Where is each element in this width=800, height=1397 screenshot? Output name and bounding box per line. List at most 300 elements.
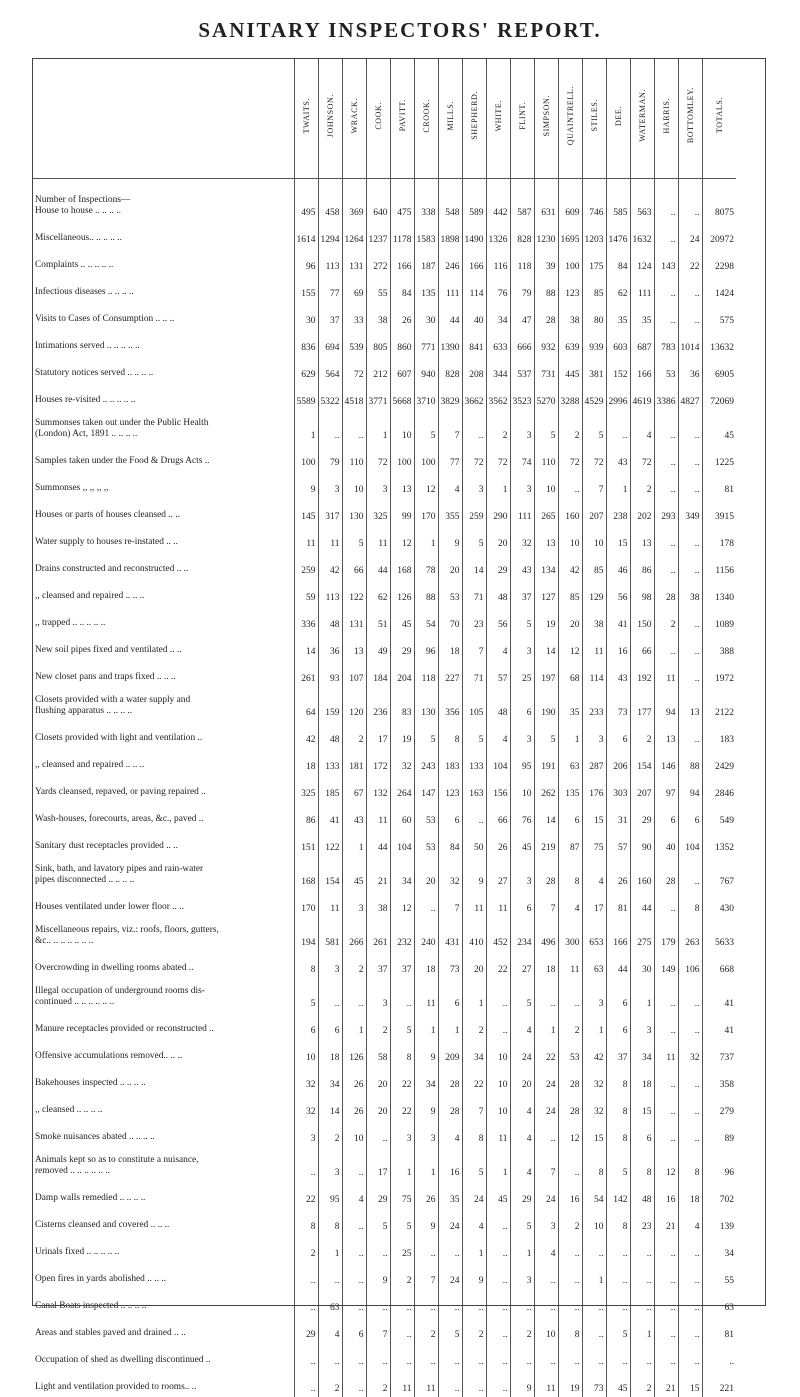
value-cell: 204 xyxy=(390,660,414,687)
value-cell: 12 xyxy=(390,890,414,917)
value-cell: 22 xyxy=(390,1093,414,1120)
value-cell: 9 xyxy=(414,1093,438,1120)
value-cell: 53 xyxy=(414,802,438,829)
value-cell: 828 xyxy=(438,356,462,383)
row-label: Drains constructed and reconstructed .. .. xyxy=(35,564,189,575)
value-cell: .. xyxy=(414,1235,438,1262)
value-cell: 3 xyxy=(534,1208,558,1235)
value-cell: 151 xyxy=(294,829,318,856)
value-cell: 1294 xyxy=(318,221,342,248)
value-cell: 836 xyxy=(294,329,318,356)
value-cell: 12 xyxy=(414,471,438,498)
value-cell: .. xyxy=(534,1262,558,1289)
value-cell: 5 xyxy=(606,1316,630,1343)
value-cell: .. xyxy=(654,1316,678,1343)
value-cell: .. xyxy=(678,660,702,687)
value-cell: 1476 xyxy=(606,221,630,248)
value-cell: 3 xyxy=(294,1120,318,1147)
value-cell: 16 xyxy=(606,633,630,660)
column-header xyxy=(462,58,486,179)
value-cell: 36 xyxy=(318,633,342,660)
value-cell: 62 xyxy=(366,579,390,606)
value-cell: 3 xyxy=(630,1012,654,1039)
total-cell: 72069 xyxy=(702,383,736,410)
value-cell: .. xyxy=(678,525,702,552)
value-cell: 6 xyxy=(630,1120,654,1147)
value-cell: .. xyxy=(678,1316,702,1343)
value-cell: 5322 xyxy=(318,383,342,410)
value-cell: 86 xyxy=(630,552,654,579)
value-cell: 2 xyxy=(486,410,510,444)
value-cell: .. xyxy=(462,1343,486,1370)
value-cell: 1490 xyxy=(462,221,486,248)
total-cell: 81 xyxy=(702,1316,736,1343)
value-cell: 75 xyxy=(390,1181,414,1208)
value-cell: 240 xyxy=(414,917,438,951)
value-cell: 84 xyxy=(390,275,414,302)
column-header xyxy=(366,58,390,179)
column-header xyxy=(294,58,318,179)
value-cell: 26 xyxy=(606,856,630,890)
value-cell: 86 xyxy=(294,802,318,829)
table-row xyxy=(32,951,736,978)
value-cell: 11 xyxy=(414,978,438,1012)
value-cell: 28 xyxy=(534,856,558,890)
value-cell: 37 xyxy=(366,951,390,978)
table-header-row xyxy=(32,58,736,179)
value-cell: 100 xyxy=(558,248,582,275)
value-cell: 18 xyxy=(678,1181,702,1208)
value-cell: 587 xyxy=(510,187,534,221)
value-cell: 42 xyxy=(294,721,318,748)
table-row xyxy=(32,356,736,383)
value-cell: .. xyxy=(678,1235,702,1262)
value-cell: .. xyxy=(678,1012,702,1039)
value-cell: 15 xyxy=(678,1370,702,1397)
row-label: Statutory notices served .. .. .. .. xyxy=(35,368,154,379)
value-cell: .. xyxy=(654,1262,678,1289)
value-cell: 6 xyxy=(438,802,462,829)
value-cell: 63 xyxy=(558,748,582,775)
value-cell: 290 xyxy=(486,498,510,525)
value-cell: 106 xyxy=(678,951,702,978)
value-cell: 72 xyxy=(558,444,582,471)
value-cell: 10 xyxy=(582,1208,606,1235)
value-cell: 21 xyxy=(366,856,390,890)
value-cell: 15 xyxy=(630,1093,654,1120)
value-cell: 564 xyxy=(318,356,342,383)
value-cell: 246 xyxy=(438,248,462,275)
table-row xyxy=(32,552,736,579)
value-cell: 58 xyxy=(366,1039,390,1066)
value-cell: .. xyxy=(342,1262,366,1289)
value-cell: 185 xyxy=(318,775,342,802)
value-cell: 8 xyxy=(678,890,702,917)
value-cell: 1 xyxy=(414,1012,438,1039)
value-cell: 79 xyxy=(510,275,534,302)
total-cell: 1352 xyxy=(702,829,736,856)
value-cell: 11 xyxy=(366,525,390,552)
total-cell: 737 xyxy=(702,1039,736,1066)
value-cell: 43 xyxy=(510,552,534,579)
value-cell: 5 xyxy=(366,1208,390,1235)
value-cell: 25 xyxy=(510,660,534,687)
value-cell: 35 xyxy=(558,687,582,721)
row-label: Wash-houses, forecourts, areas, &c., paved .. xyxy=(35,814,204,825)
value-cell: 841 xyxy=(462,329,486,356)
value-cell: 38 xyxy=(582,606,606,633)
value-cell: 1203 xyxy=(582,221,606,248)
value-cell: 28 xyxy=(534,302,558,329)
value-cell: 55 xyxy=(366,275,390,302)
value-cell: 338 xyxy=(414,187,438,221)
value-cell: 107 xyxy=(342,660,366,687)
value-cell: .. xyxy=(654,221,678,248)
value-cell: 126 xyxy=(390,579,414,606)
value-cell: 4 xyxy=(438,471,462,498)
value-cell: 2 xyxy=(318,1370,342,1397)
value-cell: 1 xyxy=(366,410,390,444)
value-cell: 99 xyxy=(390,498,414,525)
value-cell: 113 xyxy=(318,248,342,275)
value-cell: .. xyxy=(678,471,702,498)
value-cell: 4 xyxy=(510,1147,534,1181)
value-cell: .. xyxy=(558,471,582,498)
row-label: ,, trapped .. .. .. .. .. xyxy=(35,618,106,629)
value-cell: 183 xyxy=(438,748,462,775)
value-cell: .. xyxy=(582,1343,606,1370)
row-label: Overcrowding in dwelling rooms abated .. xyxy=(35,963,194,974)
value-cell: .. xyxy=(678,410,702,444)
table-row xyxy=(32,471,736,498)
header-blank xyxy=(32,58,294,179)
value-cell: 5 xyxy=(414,721,438,748)
value-cell: 32 xyxy=(678,1039,702,1066)
value-cell: 2 xyxy=(630,1370,654,1397)
value-cell: 495 xyxy=(294,187,318,221)
column-header-label: STILES. xyxy=(589,99,599,132)
value-cell: 28 xyxy=(438,1093,462,1120)
column-header xyxy=(390,58,414,179)
column-header xyxy=(342,58,366,179)
value-cell: 170 xyxy=(294,890,318,917)
value-cell: 3 xyxy=(510,410,534,444)
value-cell: .. xyxy=(630,1289,654,1316)
value-cell: 8 xyxy=(558,1316,582,1343)
value-cell: 24 xyxy=(534,1181,558,1208)
value-cell: 95 xyxy=(318,1181,342,1208)
value-cell: 3386 xyxy=(654,383,678,410)
value-cell: 3 xyxy=(414,1120,438,1147)
total-cell: 1340 xyxy=(702,579,736,606)
value-cell: 53 xyxy=(558,1039,582,1066)
table-row xyxy=(32,917,736,951)
total-cell: 2122 xyxy=(702,687,736,721)
value-cell: 6 xyxy=(654,802,678,829)
value-cell: 15 xyxy=(582,1120,606,1147)
value-cell: 95 xyxy=(510,748,534,775)
table-row xyxy=(32,275,736,302)
value-cell: .. xyxy=(558,978,582,1012)
value-cell: 10 xyxy=(558,525,582,552)
total-cell: 430 xyxy=(702,890,736,917)
value-cell: 34 xyxy=(462,1039,486,1066)
value-cell: 539 xyxy=(342,329,366,356)
value-cell: 74 xyxy=(510,444,534,471)
value-cell: 118 xyxy=(414,660,438,687)
value-cell: 212 xyxy=(366,356,390,383)
value-cell: 1 xyxy=(486,1147,510,1181)
value-cell: 78 xyxy=(414,552,438,579)
value-cell: .. xyxy=(678,275,702,302)
value-cell: 190 xyxy=(534,687,558,721)
value-cell: 57 xyxy=(606,829,630,856)
value-cell: .. xyxy=(654,444,678,471)
value-cell: 10 xyxy=(342,1120,366,1147)
value-cell: 5 xyxy=(534,721,558,748)
value-cell: 5 xyxy=(390,1012,414,1039)
value-cell: 8 xyxy=(678,1147,702,1181)
value-cell: 1264 xyxy=(342,221,366,248)
value-cell: .. xyxy=(294,1370,318,1397)
value-cell: 2 xyxy=(462,1316,486,1343)
value-cell: .. xyxy=(630,1262,654,1289)
value-cell: .. xyxy=(342,1343,366,1370)
value-cell: 85 xyxy=(558,579,582,606)
total-cell: 388 xyxy=(702,633,736,660)
value-cell: 11 xyxy=(462,890,486,917)
value-cell: 20 xyxy=(486,525,510,552)
value-cell: 187 xyxy=(414,248,438,275)
value-cell: 53 xyxy=(438,579,462,606)
total-cell: 358 xyxy=(702,1066,736,1093)
column-header-label: WATERMAN. xyxy=(637,89,647,142)
row-label: ,, cleansed and repaired .. .. .. xyxy=(35,591,145,602)
table-row xyxy=(32,1181,736,1208)
table-row xyxy=(32,302,736,329)
value-cell: 18 xyxy=(318,1039,342,1066)
value-cell: 1237 xyxy=(366,221,390,248)
value-cell: 17 xyxy=(582,890,606,917)
table-row xyxy=(32,525,736,552)
value-cell: .. xyxy=(390,1316,414,1343)
value-cell: 70 xyxy=(438,606,462,633)
value-cell: 66 xyxy=(342,552,366,579)
value-cell: 155 xyxy=(294,275,318,302)
page-title: SANITARY INSPECTORS' REPORT. xyxy=(198,18,602,42)
value-cell: 5 xyxy=(606,1147,630,1181)
value-cell: 603 xyxy=(606,329,630,356)
value-cell: 208 xyxy=(462,356,486,383)
value-cell: 259 xyxy=(462,498,486,525)
value-cell: 1 xyxy=(414,525,438,552)
value-cell: 35 xyxy=(438,1181,462,1208)
value-cell: 76 xyxy=(486,275,510,302)
value-cell: 48 xyxy=(630,1181,654,1208)
value-cell: 13 xyxy=(390,471,414,498)
value-cell: 3 xyxy=(318,471,342,498)
row-label: Intimations served .. .. .. .. .. xyxy=(35,341,140,352)
value-cell: 18 xyxy=(534,951,558,978)
value-cell: 73 xyxy=(606,687,630,721)
value-cell: 87 xyxy=(558,829,582,856)
value-cell: .. xyxy=(342,1147,366,1181)
value-cell: 42 xyxy=(558,552,582,579)
value-cell: 2 xyxy=(342,721,366,748)
value-cell: 771 xyxy=(414,329,438,356)
value-cell: .. xyxy=(534,1120,558,1147)
value-cell: .. xyxy=(654,633,678,660)
value-cell: 9 xyxy=(366,1262,390,1289)
value-cell: 93 xyxy=(318,660,342,687)
value-cell: 6 xyxy=(510,687,534,721)
value-cell: 264 xyxy=(390,775,414,802)
value-cell: 30 xyxy=(414,302,438,329)
row-label: Cisterns cleansed and covered .. .. .. xyxy=(35,1220,170,1231)
value-cell: 9 xyxy=(438,525,462,552)
value-cell: .. xyxy=(654,1289,678,1316)
value-cell: 76 xyxy=(510,802,534,829)
row-label: Smoke nuisances abated .. .. .. .. xyxy=(35,1132,155,1143)
row-label: Summonses ,, ,, ,, ,, xyxy=(35,483,109,494)
value-cell: 184 xyxy=(366,660,390,687)
value-cell: 13 xyxy=(534,525,558,552)
value-cell: 266 xyxy=(342,917,366,951)
value-cell: 166 xyxy=(390,248,414,275)
value-cell: 105 xyxy=(462,687,486,721)
value-cell: 431 xyxy=(438,917,462,951)
value-cell: .. xyxy=(486,1289,510,1316)
value-cell: 5 xyxy=(510,606,534,633)
value-cell: .. xyxy=(390,1289,414,1316)
value-cell: .. xyxy=(654,1120,678,1147)
total-cell: 279 xyxy=(702,1093,736,1120)
value-cell: .. xyxy=(678,1093,702,1120)
value-cell: 172 xyxy=(366,748,390,775)
value-cell: 261 xyxy=(294,660,318,687)
column-header-label: MILLS. xyxy=(445,100,455,131)
value-cell: 20 xyxy=(366,1066,390,1093)
value-cell: 28 xyxy=(654,579,678,606)
value-cell: .. xyxy=(462,1289,486,1316)
value-cell: 8 xyxy=(390,1039,414,1066)
value-cell: 97 xyxy=(654,775,678,802)
value-cell: 4 xyxy=(534,1235,558,1262)
value-cell: 4 xyxy=(342,1181,366,1208)
value-cell: 227 xyxy=(438,660,462,687)
value-cell: 2 xyxy=(366,1370,390,1397)
row-label: Number of Inspections— House to house .. .. .. .. xyxy=(35,194,131,217)
row-label: Visits to Cases of Consumption .. .. .. xyxy=(35,314,175,325)
value-cell: 1 xyxy=(294,410,318,444)
value-cell: 166 xyxy=(630,356,654,383)
value-cell: 1 xyxy=(558,721,582,748)
value-cell: .. xyxy=(438,1370,462,1397)
value-cell: 45 xyxy=(606,1370,630,1397)
value-cell: 4 xyxy=(510,1093,534,1120)
value-cell: 209 xyxy=(438,1039,462,1066)
column-header-label: HARRIS. xyxy=(661,97,671,134)
value-cell: 111 xyxy=(438,275,462,302)
value-cell: 126 xyxy=(342,1039,366,1066)
value-cell: 72 xyxy=(462,444,486,471)
total-cell: 1972 xyxy=(702,660,736,687)
value-cell: 9 xyxy=(414,1039,438,1066)
value-cell: .. xyxy=(318,978,342,1012)
value-cell: .. xyxy=(438,1289,462,1316)
value-cell: 118 xyxy=(510,248,534,275)
table-row xyxy=(32,1147,736,1181)
value-cell: 6 xyxy=(558,802,582,829)
value-cell: 72 xyxy=(630,444,654,471)
value-cell: 3 xyxy=(510,1262,534,1289)
value-cell: .. xyxy=(654,1343,678,1370)
table-row xyxy=(32,1262,736,1289)
value-cell: 135 xyxy=(558,775,582,802)
value-cell: 104 xyxy=(390,829,414,856)
value-cell: 3 xyxy=(582,978,606,1012)
value-cell: 134 xyxy=(534,552,558,579)
value-cell: 9 xyxy=(510,1370,534,1397)
value-cell: 860 xyxy=(390,329,414,356)
total-cell: 89 xyxy=(702,1120,736,1147)
value-cell: 18 xyxy=(630,1066,654,1093)
value-cell: 175 xyxy=(582,248,606,275)
value-cell: .. xyxy=(678,856,702,890)
value-cell: 6 xyxy=(342,1316,366,1343)
value-cell: .. xyxy=(534,1343,558,1370)
value-cell: 8 xyxy=(294,951,318,978)
value-cell: 30 xyxy=(294,302,318,329)
value-cell: .. xyxy=(678,552,702,579)
value-cell: 72 xyxy=(582,444,606,471)
value-cell: 79 xyxy=(318,444,342,471)
total-cell: .. xyxy=(702,1343,736,1370)
table-row xyxy=(32,187,736,221)
value-cell: 1014 xyxy=(678,329,702,356)
value-cell: 4 xyxy=(630,410,654,444)
value-cell: 275 xyxy=(630,917,654,951)
table-row xyxy=(32,1066,736,1093)
value-cell: 56 xyxy=(486,606,510,633)
value-cell: 32 xyxy=(438,856,462,890)
value-cell: 219 xyxy=(534,829,558,856)
total-cell: 63 xyxy=(702,1289,736,1316)
value-cell: .. xyxy=(414,1289,438,1316)
value-cell: 3562 xyxy=(486,383,510,410)
column-header xyxy=(558,58,582,179)
total-cell: 5633 xyxy=(702,917,736,951)
row-label: Bakehouses inspected .. .. .. .. xyxy=(35,1078,146,1089)
value-cell: 206 xyxy=(606,748,630,775)
value-cell: 14 xyxy=(318,1093,342,1120)
row-label: Offensive accumulations removed.. .. .. xyxy=(35,1051,183,1062)
value-cell: 24 xyxy=(534,1066,558,1093)
value-cell: 202 xyxy=(630,498,654,525)
value-cell: 4 xyxy=(318,1316,342,1343)
table-row xyxy=(32,1208,736,1235)
value-cell: 5589 xyxy=(294,383,318,410)
value-cell: 20 xyxy=(366,1093,390,1120)
value-cell: .. xyxy=(342,978,366,1012)
value-cell: 1898 xyxy=(438,221,462,248)
value-cell: 1 xyxy=(630,1316,654,1343)
value-cell: 1 xyxy=(438,1012,462,1039)
value-cell: 262 xyxy=(534,775,558,802)
value-cell: 53 xyxy=(414,829,438,856)
value-cell: 2 xyxy=(462,1012,486,1039)
value-cell: 13 xyxy=(654,721,678,748)
